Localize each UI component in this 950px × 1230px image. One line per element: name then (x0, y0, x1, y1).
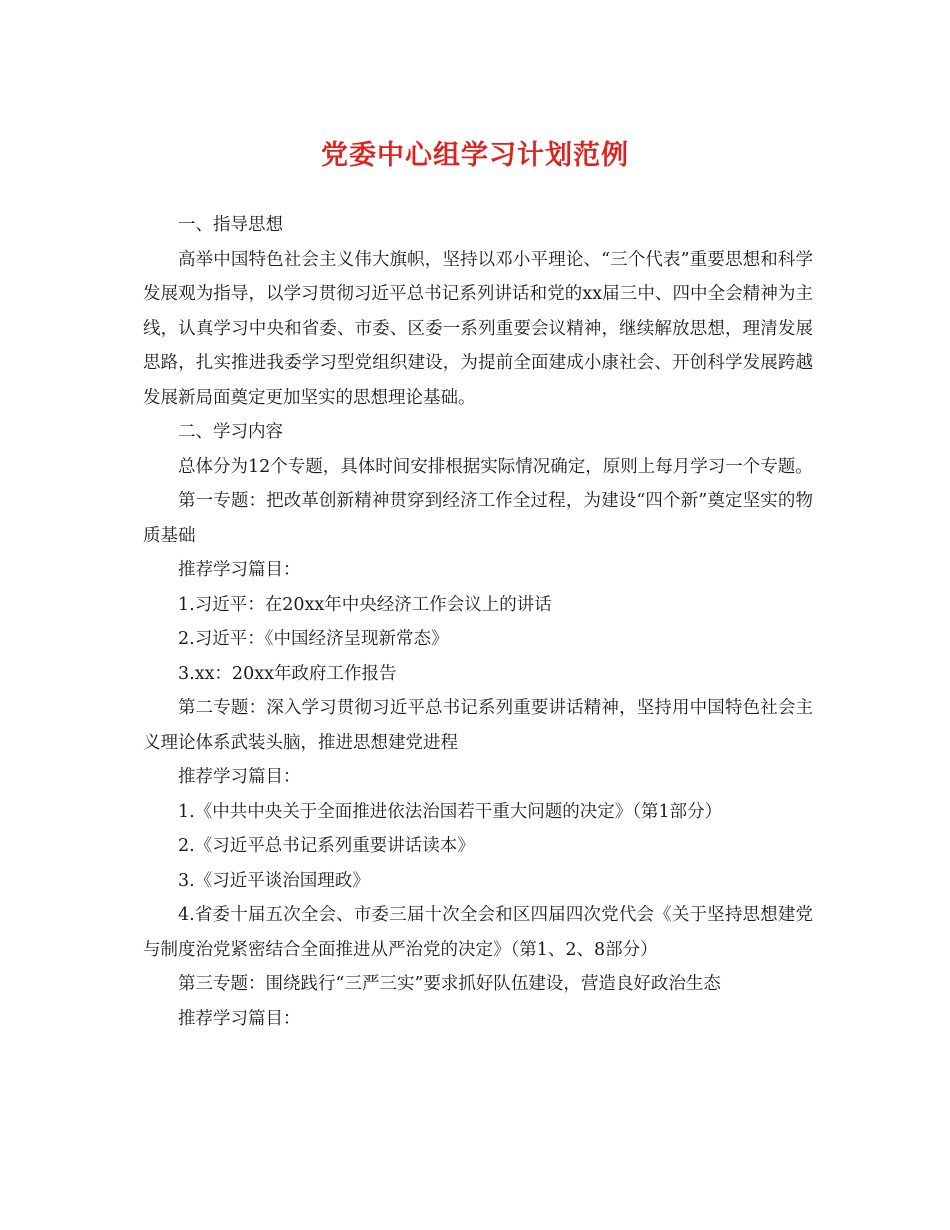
reading-item: 1.习近平：在20xx年中央经济工作会议上的讲话 (178, 594, 552, 615)
recommended-reading-label: 推荐学习篇目： (178, 560, 301, 580)
topic-3-heading: 第三专题：围绕践行“三严三实”要求抓好队伍建设，营造良好政治生态 (178, 974, 721, 994)
recommended-reading-label: 推荐学习篇目： (178, 767, 301, 787)
document-body (143, 208, 813, 1036)
section-heading-guiding-thought: 一、指导思想 (178, 215, 283, 235)
reading-item: 3.《习近平谈治国理政》 (178, 870, 370, 891)
topic-2-heading: 第二专题：深入学习贯彻习近平总书记系列重要讲话精神，坚持用中国特色社会主义理论体系武装头脑，推进思想建党进程 (143, 698, 813, 753)
reading-item: 1.《中共中央关于全面推进依法治国若干重大问题的决定》（第1部分） (178, 801, 723, 822)
reading-item: 4.省委十届五次全会、市委三届十次全会和区四届四次党代会《关于坚持思想建党与制度治党紧密结合全面推进从严治党的决定》（第1、2、8部分） (143, 905, 813, 960)
recommended-reading-label: 推荐学习篇目： (178, 1008, 301, 1029)
document-title: 党委中心组学习计划范例 (321, 140, 629, 171)
paragraph-guiding-thought: 高举中国特色社会主义伟大旗帜，坚持以邓小平理论、“三个代表”重要思想和科学发展观为指导，以学习贯彻习近平总书记系列讲话和党的xx届三中、四中全会精神为主线，认真学习中央和省委、市委、区委一系列重要会议精神，继续解放思想，理清发展思路，扎实推进我委学习型党组织建设，为提前全面建成小康社会、开创科学发展跨越发展新局面奠定更加坚实的思想理论基础。 (143, 249, 813, 408)
reading-item: 2.《习近平总书记系列重要讲话读本》 (178, 836, 475, 856)
topic-1-heading: 第一专题：把改革创新精神贯穿到经济工作全过程，为建设“四个新”奠定坚实的物质基础 (143, 491, 813, 546)
reading-item: 2.习近平：《中国经济呈现新常态》 (178, 629, 449, 649)
reading-item: 3.xx：20xx年政府工作报告 (178, 663, 397, 684)
section-heading-study-content: 二、学习内容 (178, 422, 283, 442)
paragraph-overview: 总体分为12个专题，具体时间安排根据实际情况确定，原则上每月学习一个专题。 (178, 456, 813, 477)
